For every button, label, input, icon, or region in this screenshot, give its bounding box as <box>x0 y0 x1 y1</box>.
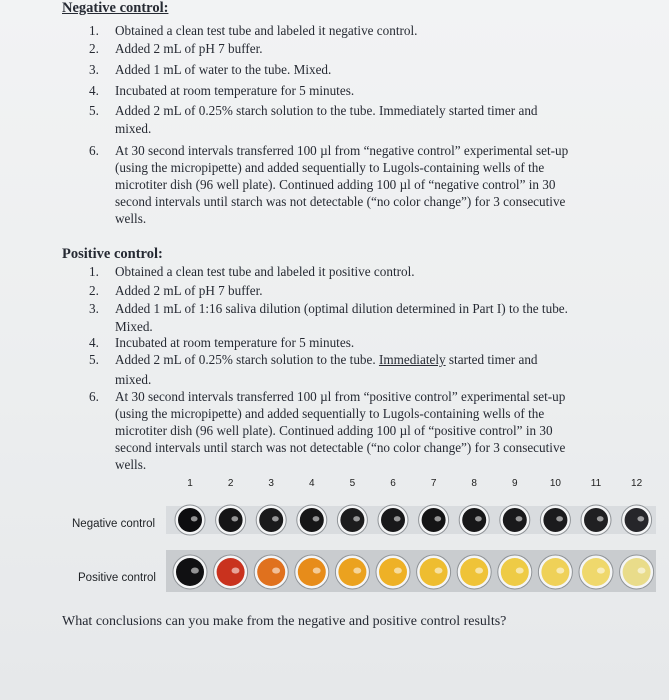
well-number-9: 9 <box>512 478 518 489</box>
document-page: Negative control: 1. Obtained a clean test tube and labeled it negative control. 2. Added 2 mL of pH 7 buffer. 3. Added 1 mL of water to the tube. Mixed. 4. Incubated at room temperature for 5 minutes. 5. Added 2 mL of 0.25% starch solution to the tube. Immediately started timer and mixed. 6. At 30 second intervals transferred 100 µl from “negative control” experimental set-up (using the micropipette) and added sequentially to Lugols-containing wells of the microtiter dish (96 well plate). Continued adding 100 µl of “negative control” in 30 second intervals until starch was not detectable (“no color change”) for 3 consecutive wells. Positive control: 1. Obtained a clean test tube and labeled it positive control. 2. Added 2 mL of pH 7 buffer. 3. Added 1 mL of 1:16 saliva dilution (optimal dilution determined in Part I) to the tube. Mixed. 4. Incubated at room temperature for 5 minutes. 5. Added 2 mL of 0.25% starch solution to the tube. Immediately started timer and mixed. 6. At 30 second intervals transferred 100 µl from “positive control” experimental set-up (using the micropipette) and added sequentially to Lugols-containing wells of the microtiter dish (96 well plate). Continued adding 100 µl of “positive control” in 30 second intervals until starch was not detectable (“no color change”) for 3 consecutive wells. 1 2 3 4 5 6 7 8 9 10 11 12 Negative control Positive control What conclusions can you make from the negative and positive control results? <box>0 0 669 700</box>
well-number-8: 8 <box>471 478 477 489</box>
positive-well-1 <box>173 555 207 589</box>
positive-well-6 <box>376 555 410 589</box>
negative-well-5 <box>337 505 367 535</box>
positive-well-3 <box>254 555 288 589</box>
well-number-11: 11 <box>590 478 602 489</box>
negative-well-11 <box>581 505 611 535</box>
well-number-2: 2 <box>227 478 234 489</box>
question-text: What conclusions can you make from the negative and positive control results? <box>62 614 507 629</box>
negative-well-12 <box>622 505 652 535</box>
positive-well-5 <box>335 555 369 589</box>
negative-well-4 <box>297 505 327 535</box>
positive-well-12 <box>620 555 654 589</box>
positive-control-heading: Positive control: <box>62 246 163 262</box>
positive-well-8 <box>457 555 491 589</box>
positive-well-2 <box>214 555 248 589</box>
well-number-5: 5 <box>349 478 356 489</box>
plate-wells-svg <box>66 478 658 598</box>
positive-well-11 <box>579 555 613 589</box>
negative-well-6 <box>378 505 408 535</box>
well-number-7: 7 <box>430 478 437 489</box>
positive-well-9 <box>498 555 532 589</box>
well-number-3: 3 <box>268 478 274 489</box>
negative-well-9 <box>500 505 530 535</box>
negative-well-3 <box>256 505 286 535</box>
microtiter-plate-figure <box>66 478 658 598</box>
negative-well-1 <box>175 505 205 535</box>
negative-well-10 <box>540 505 570 535</box>
negative-well-8 <box>459 505 489 535</box>
well-number-12: 12 <box>631 478 643 489</box>
positive-well-7 <box>417 555 451 589</box>
negative-well-7 <box>419 505 449 535</box>
well-number-10: 10 <box>549 478 561 489</box>
negative-control-label: Negative control <box>72 518 156 530</box>
well-number-4: 4 <box>309 478 315 489</box>
negative-well-2 <box>216 505 246 535</box>
positive-control-label: Positive control <box>78 572 156 584</box>
positive-well-10 <box>538 555 572 589</box>
well-number-1: 1 <box>187 478 193 489</box>
well-number-6: 6 <box>390 478 396 489</box>
negative-control-heading: Negative control: <box>62 0 169 16</box>
positive-well-4 <box>295 555 329 589</box>
